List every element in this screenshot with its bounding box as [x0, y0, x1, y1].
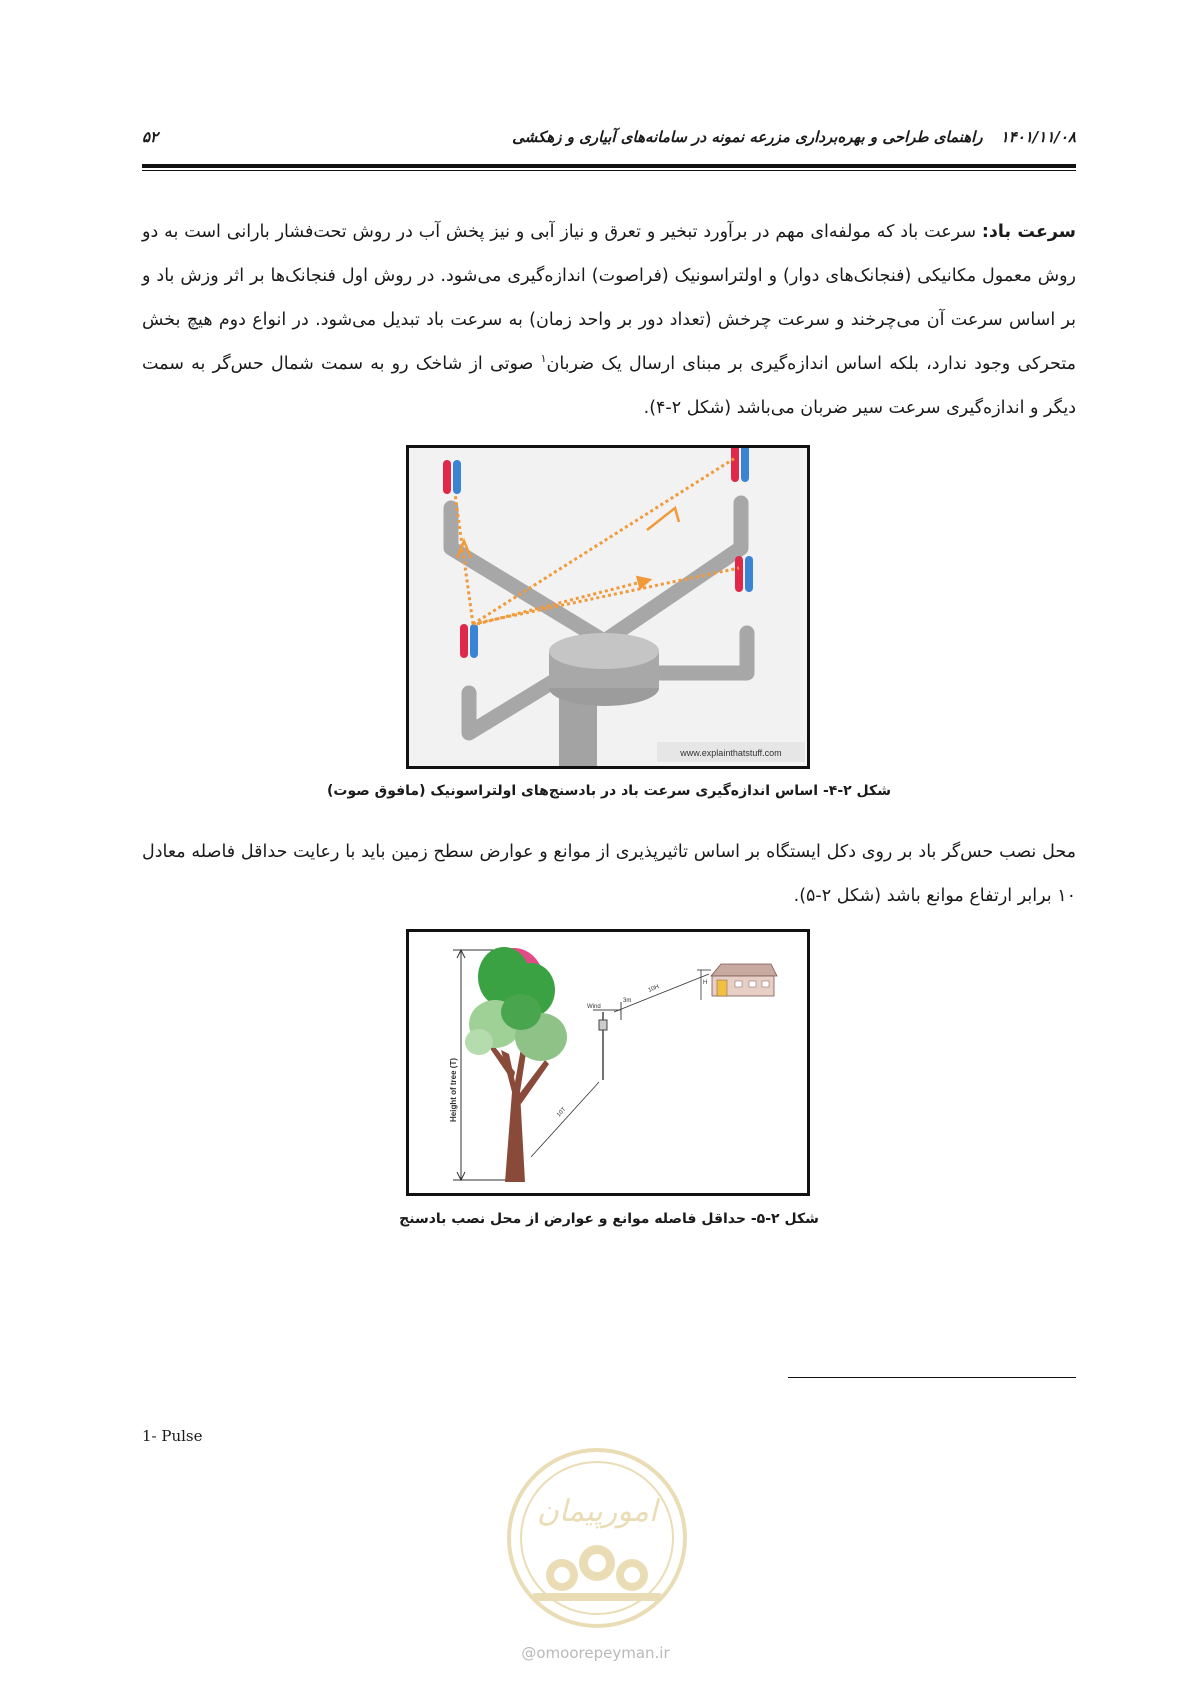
- ultrasonic-anemometer-illustration: [409, 448, 807, 766]
- sensor-label: Wind: [587, 1004, 601, 1010]
- page-number: ۵۲: [142, 128, 159, 146]
- header-rule-thin: [142, 170, 1076, 171]
- watermark-url[interactable]: @omoorepeyman.ir: [521, 1644, 670, 1662]
- mast-height-label: 3m: [623, 998, 632, 1004]
- header-date: ۱۴۰۱/۱۱/۰۸: [1000, 128, 1076, 146]
- figure2-caption: شکل ۲-۵- حداقل فاصله موانع و عوارض از محل نصب بادسنج: [399, 1211, 819, 1227]
- house-height-label: H: [703, 980, 708, 986]
- figure-obstacle-distance: [406, 929, 810, 1196]
- house-distance-label: 10H: [647, 984, 660, 994]
- footnote: 1- Pulse: [142, 1427, 203, 1445]
- tree-height-label: Height of tree (T): [449, 1058, 458, 1122]
- tree-distance-label: 10T: [556, 1106, 568, 1119]
- footnote-ref[interactable]: ۱: [540, 352, 547, 366]
- watermark-logo-text: امورپیمان: [536, 1494, 658, 1529]
- watermark-seal-icon: [502, 1443, 692, 1633]
- paragraph2-text: محل نصب حس‌گر باد بر روی دکل ایستگاه بر اساس تاثیرپذیری از موانع و عوارض سطح زمین باید با رعایت حداقل فاصله معادل ۱۰ برابر ارتفاع موانع باشد (شکل ۲-۵).: [142, 842, 1076, 906]
- paragraph-wind-speed: [142, 210, 1076, 430]
- running-title: [512, 128, 1076, 146]
- figure1-caption: شکل ۲-۴- اساس اندازه‌گیری سرعت باد در بادسنج‌های اولتراسونیک (مافوق صوت): [327, 783, 891, 799]
- figure-credit: www.explainthatstuff.com: [680, 748, 782, 758]
- term-wind-speed: سرعت باد:: [981, 222, 1076, 242]
- obstacle-distance-illustration: [409, 932, 807, 1193]
- paragraph-sensor-placement: [142, 830, 1076, 918]
- header-rule-thick: [142, 164, 1076, 168]
- paragraph-text-a: سرعت باد که مولفه‌ای مهم در برآورد تبخیر و تعرق و نیاز آبی و نیز پخش آب در روش تحت‌فشار بارانی است به دو روش معمول مکانیکی (فنجانک‌های دوار) و اولتراسونیک (فراصوت) اندازه‌گیری می‌شود. در روش اول فنجانک‌ها بر اثر وزش باد و بر اساس سرعت آن می‌چرخند و سرعت چرخش (تعداد دور بر واحد زمان) به سرعت باد تبدیل می‌شود. در انواع دوم هیچ بخش متحرکی وجود ندارد، بلکه اساس اندازه‌گیری بر مبنای ارسال یک ضربان: [142, 222, 1076, 374]
- watermark-logo: [502, 1443, 692, 1633]
- figure-ultrasonic-anemometer: [406, 445, 810, 769]
- paragraph-text-b: صوتی از شاخک رو به سمت شمال حس‌گر به سمت دیگر و اندازه‌گیری سرعت سیر ضربان می‌باشد (شکل ۲-۴).: [142, 354, 1076, 418]
- page-header: [142, 128, 1076, 156]
- header-title-text: راهنمای طراحی و بهره‌برداری مزرعه نمونه در سامانه‌های آبیاری و زهکشی: [512, 128, 983, 146]
- footnote-divider: [788, 1377, 1076, 1378]
